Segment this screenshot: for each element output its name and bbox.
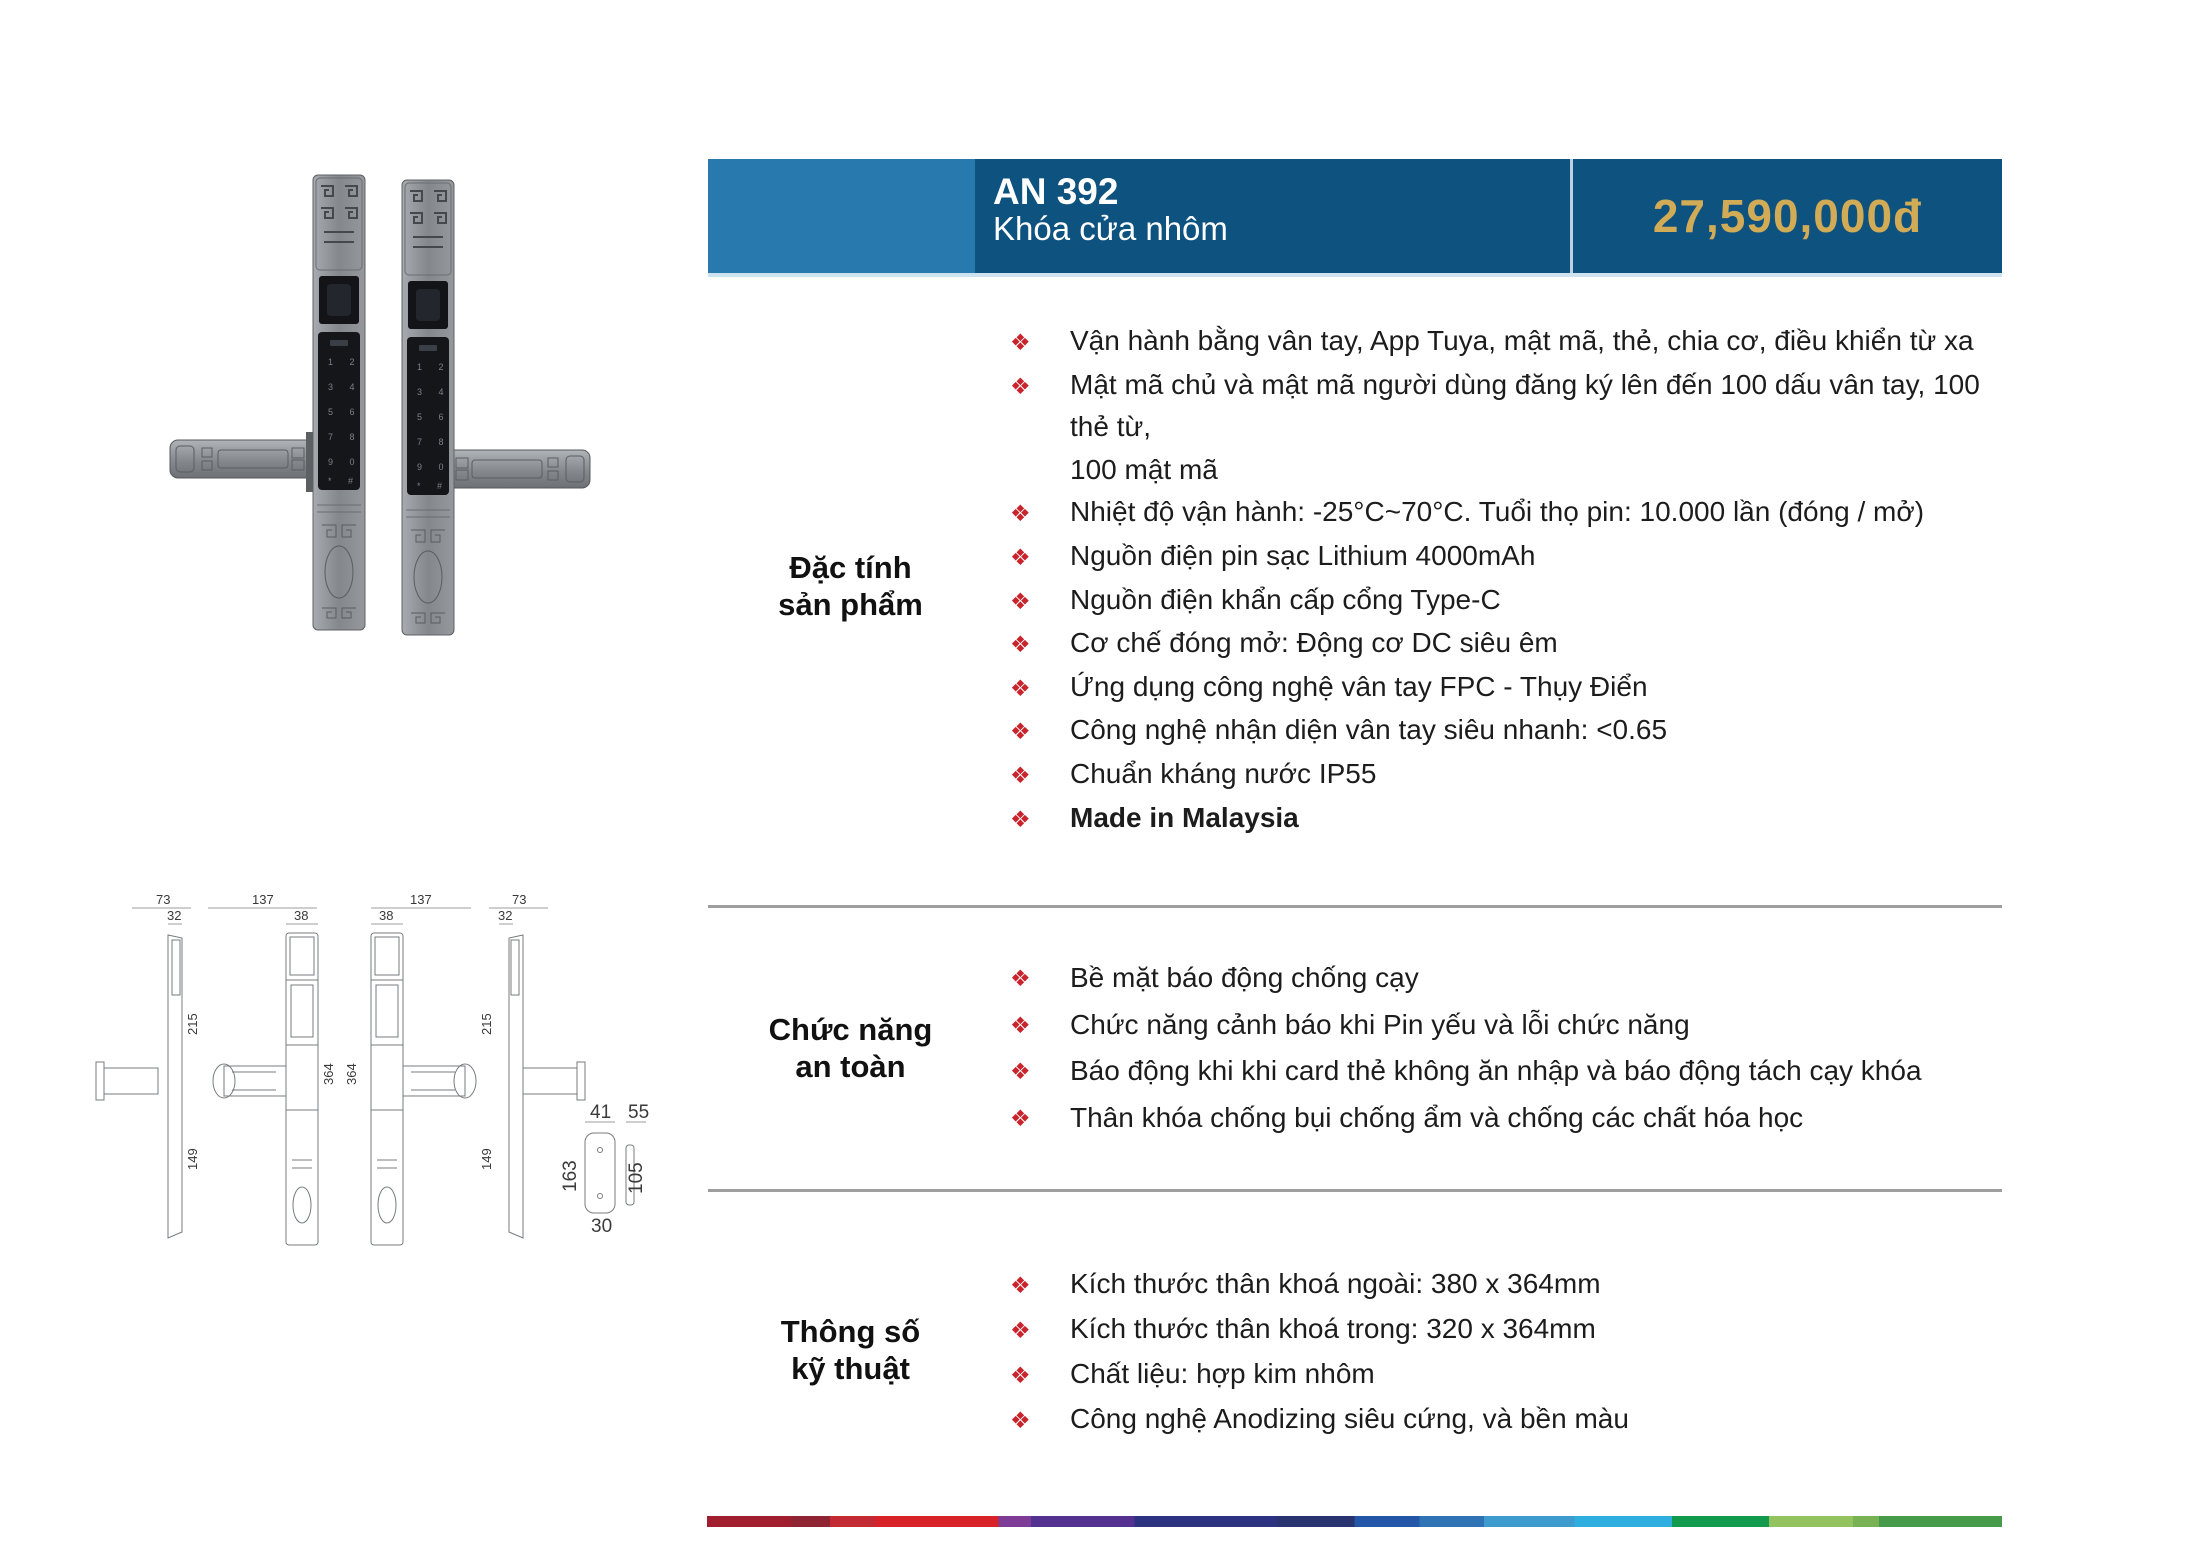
- list-item-text: Vận hành bằng vân tay, App Tuya, mật mã, thẻ, chia cơ, điều khiển từ xa: [1070, 325, 1974, 356]
- list-item: [1010, 1048, 1990, 1095]
- list-item: [1010, 535, 1990, 579]
- list-item-text: Chất liệu: hợp kim nhôm: [1070, 1358, 1375, 1389]
- bullet-icon: ❖: [1010, 1104, 1031, 1131]
- dim-73-right: 73: [512, 892, 527, 907]
- dim-73-left: 73: [156, 892, 171, 907]
- list-item-text: Made in Malaysia: [1070, 801, 1299, 833]
- spec-list: [1010, 1262, 1990, 1442]
- section-divider: [708, 905, 2002, 908]
- list-item: [1010, 753, 1990, 797]
- list-item: [1010, 622, 1990, 666]
- section-divider: [708, 1189, 2002, 1192]
- price-block: [1570, 159, 2002, 273]
- dim-38-right: 38: [379, 908, 394, 923]
- keypad-row: 5 6: [328, 407, 355, 417]
- list-item: [1010, 1002, 1990, 1049]
- bullet-icon: ❖: [1010, 1272, 1031, 1298]
- dim-32-left: 32: [167, 908, 182, 923]
- list-item: [1010, 320, 1990, 364]
- bullet-icon: ❖: [1010, 372, 1031, 399]
- list-item-text: Chức năng cảnh báo khi Pin yếu và lỗi chức năng: [1070, 1008, 1690, 1040]
- header-accent-block: [708, 159, 975, 273]
- list-item-text: Kích thước thân khoá ngoài: 380 x 364mm: [1070, 1268, 1601, 1299]
- technical-drawing: [90, 860, 690, 1260]
- list-item-text: Ứng dụng công nghệ vân tay FPC - Thụy Điển: [1070, 670, 1648, 702]
- bullet-icon: ❖: [1010, 965, 1031, 991]
- keypad-row: 7 8: [328, 432, 355, 442]
- dim-163: 163: [560, 1160, 581, 1192]
- header-title-block: [975, 159, 1570, 273]
- dim-215-right: 215: [479, 1013, 494, 1035]
- list-item: [1010, 579, 1990, 623]
- list-item: [1010, 364, 1990, 492]
- section-label-line: Đặc tính: [789, 550, 912, 585]
- keypad-row: 7 8: [417, 437, 444, 447]
- keypad-row: 9 0: [328, 457, 355, 467]
- dim-55: 55: [628, 1102, 650, 1123]
- section-label-line: kỹ thuật: [791, 1351, 910, 1386]
- product-model: AN 392: [993, 171, 1119, 212]
- bullet-icon: ❖: [1010, 1011, 1031, 1038]
- keypad-row: 5 6: [417, 412, 444, 422]
- list-item-text: Cơ chế đóng mở: Động cơ DC siêu êm: [1070, 627, 1558, 659]
- dim-137-left: 137: [252, 892, 274, 907]
- list-item: [1010, 1352, 1990, 1397]
- dim-149-right: 149: [479, 1148, 494, 1170]
- bottom-color-strip: [707, 1516, 2002, 1527]
- product-subtitle: Khóa cửa nhôm: [993, 210, 1228, 247]
- list-item-text: Công nghệ nhận diện vân tay siêu nhanh: <0.65: [1070, 714, 1668, 746]
- list-item: [1010, 1307, 1990, 1352]
- dim-364-right: 364: [344, 1063, 359, 1085]
- section-label-features: [708, 549, 993, 623]
- bullet-icon: ❖: [1010, 1317, 1031, 1343]
- list-item: [1010, 1095, 1990, 1142]
- bullet-icon: ❖: [1010, 587, 1031, 614]
- bullet-icon: ❖: [1010, 543, 1031, 570]
- product-price: 27,590,000đ: [1652, 190, 1923, 242]
- bullet-icon: ❖: [1010, 1362, 1031, 1388]
- section-label-safety: [708, 1011, 993, 1085]
- safety-list: [1010, 955, 1990, 1141]
- section-label-line: Chức năng: [768, 1012, 933, 1047]
- keypad-row: 1 2: [328, 357, 355, 367]
- dim-32-right: 32: [498, 908, 513, 923]
- keypad-row: 3 4: [417, 387, 444, 397]
- keypad-row: 3 4: [328, 382, 355, 392]
- list-item-text: Nguồn điện pin sạc Lithium 4000mAh: [1070, 539, 1536, 571]
- section-label-line: an toàn: [795, 1049, 906, 1084]
- list-item: [1010, 1397, 1990, 1442]
- section-label-line: Thông số: [780, 1314, 921, 1349]
- bullet-icon: ❖: [1010, 805, 1031, 832]
- keypad-row: * #: [328, 476, 354, 486]
- bullet-icon: ❖: [1010, 1058, 1031, 1084]
- list-item: [1010, 709, 1990, 753]
- list-item-text: Chuẩn kháng nước IP55: [1070, 757, 1377, 789]
- dim-364-left: 364: [321, 1063, 336, 1085]
- bullet-icon: ❖: [1010, 718, 1031, 745]
- keypad-row: 9 0: [417, 462, 444, 472]
- bullet-icon: ❖: [1010, 674, 1031, 701]
- list-item-text: Nhiệt độ vận hành: -25°C~70°C. Tuổi thọ pin: 10.000 lần (đóng / mở): [1070, 496, 1925, 528]
- list-item-text: Mật mã chủ và mật mã người dùng đăng ký lên đến 100 dấu vân tay, 100 thẻ từ, 100 mật mã: [1070, 368, 1980, 485]
- dim-41: 41: [590, 1102, 612, 1123]
- dim-38-left: 38: [294, 908, 309, 923]
- dim-105: 105: [626, 1162, 647, 1194]
- bullet-icon: ❖: [1010, 1407, 1031, 1433]
- list-item-text: Thân khóa chống bụi chống ẩm và chống các chất hóa học: [1070, 1101, 1804, 1133]
- dim-215-left: 215: [185, 1013, 200, 1035]
- list-item-text: Báo động khi khi card thẻ không ăn nhập và báo động tách cạy khóa: [1070, 1055, 1922, 1086]
- list-item-text: Kích thước thân khoá trong: 320 x 364mm: [1070, 1313, 1596, 1344]
- section-label-specs: [708, 1313, 993, 1387]
- keypad-row: * #: [417, 481, 443, 491]
- list-item: [1010, 491, 1990, 535]
- section-label-line: sản phẩm: [778, 587, 923, 622]
- feature-list: [1010, 320, 1990, 840]
- lock-left: [170, 175, 365, 630]
- product-photo: [110, 160, 640, 650]
- list-item-text: Nguồn điện khẩn cấp cổng Type-C: [1070, 583, 1501, 615]
- bullet-icon: ❖: [1010, 631, 1031, 658]
- list-item: [1010, 1262, 1990, 1307]
- keypad-row: 1 2: [417, 362, 444, 372]
- bullet-icon: ❖: [1010, 500, 1031, 527]
- dim-137-right: 137: [410, 892, 432, 907]
- dim-30: 30: [591, 1216, 613, 1237]
- list-item: [1010, 797, 1990, 841]
- bullet-icon: ❖: [1010, 761, 1031, 788]
- list-item-text: Công nghệ Anodizing siêu cứng, và bền màu: [1070, 1403, 1629, 1434]
- header-bar: [708, 159, 2002, 277]
- list-item-text: Bề mặt báo động chống cạy: [1070, 962, 1419, 993]
- lock-right: [402, 180, 590, 635]
- list-item: [1010, 666, 1990, 710]
- bullet-icon: ❖: [1010, 329, 1031, 355]
- list-item: [1010, 955, 1990, 1002]
- dim-149-left: 149: [185, 1148, 200, 1170]
